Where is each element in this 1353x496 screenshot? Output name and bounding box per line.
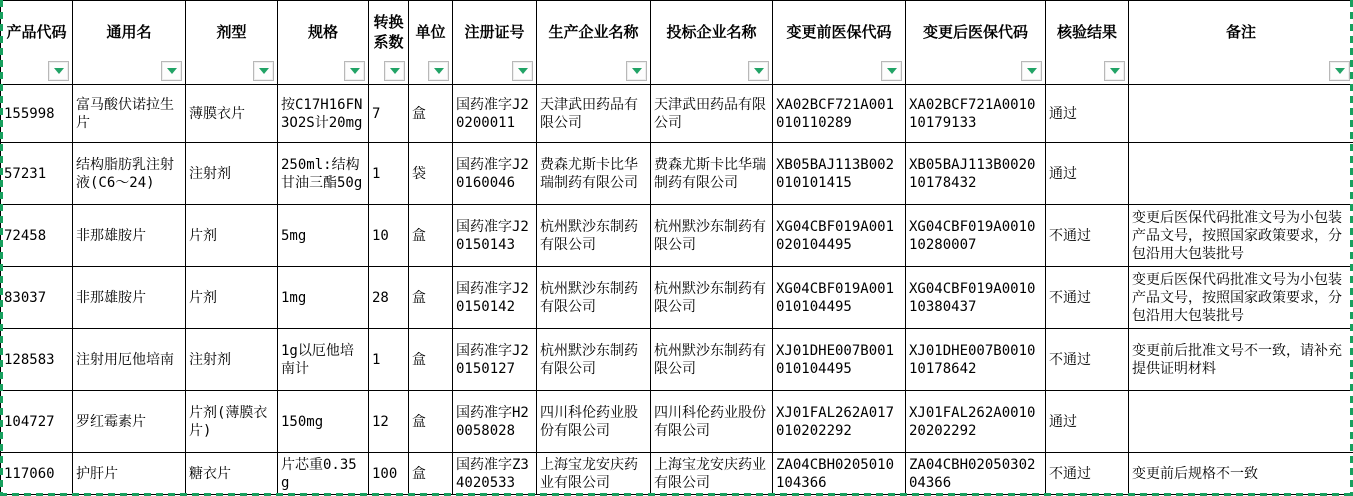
cell-unit[interactable]: 盒 <box>409 453 453 495</box>
filter-dropdown-icon <box>1110 68 1120 74</box>
cell-generic-name[interactable]: 护肝片 <box>73 453 186 495</box>
cell-registration-no[interactable]: 国药准字J20200011 <box>453 85 537 143</box>
filter-button[interactable] <box>881 61 902 81</box>
cell-dosage-form[interactable]: 糖衣片 <box>186 453 278 495</box>
cell-insurance-code-after[interactable]: XA02BCF721A001010179133 <box>906 85 1046 143</box>
filter-dropdown-icon <box>350 68 360 74</box>
cell-manufacturer-name[interactable]: 杭州默沙东制药有限公司 <box>537 205 651 267</box>
column-header-label: 变更前医保代码 <box>786 23 892 41</box>
cell-product-code[interactable]: 104727 <box>1 391 73 453</box>
cell-manufacturer-name[interactable]: 费森尤斯卡比华瑞制药有限公司 <box>537 143 651 205</box>
cell-bidder-name[interactable]: 费森尤斯卡比华瑞制药有限公司 <box>651 143 773 205</box>
cell-remark[interactable] <box>1129 391 1353 453</box>
cell-remark[interactable] <box>1129 85 1353 143</box>
column-header-label: 产品代码 <box>6 23 67 41</box>
cell-spec[interactable]: 1g以厄他培南计 <box>278 329 369 391</box>
cell-product-code[interactable]: 155998 <box>1 85 73 143</box>
cell-bidder-name[interactable]: 杭州默沙东制药有限公司 <box>651 329 773 391</box>
filter-button[interactable] <box>1104 61 1125 81</box>
cell-unit[interactable]: 盒 <box>409 391 453 453</box>
column-header-remark[interactable] <box>1129 1 1353 85</box>
column-header-label: 备注 <box>1225 23 1256 41</box>
filter-dropdown-icon <box>54 68 64 74</box>
column-header-unit[interactable] <box>409 1 453 85</box>
cell-generic-name[interactable]: 非那雄胺片 <box>73 267 186 329</box>
header-row <box>1 1 1353 85</box>
filter-button[interactable] <box>428 61 449 81</box>
filter-button[interactable] <box>48 61 69 81</box>
cell-generic-name[interactable]: 结构脂肪乳注射液(C6～24) <box>73 143 186 205</box>
cell-generic-name[interactable]: 非那雄胺片 <box>73 205 186 267</box>
cell-verify-result[interactable]: 不通过 <box>1046 267 1129 329</box>
cell-conversion-factor[interactable]: 1 <box>369 143 409 205</box>
cell-remark[interactable]: 变更前后规格不一致 <box>1129 453 1353 495</box>
cell-dosage-form[interactable]: 片剂 <box>186 205 278 267</box>
cell-unit[interactable]: 盒 <box>409 267 453 329</box>
cell-registration-no[interactable]: 国药准字J20160046 <box>453 143 537 205</box>
filter-button[interactable] <box>512 61 533 81</box>
cell-bidder-name[interactable]: 四川科伦药业股份有限公司 <box>651 391 773 453</box>
cell-verify-result[interactable]: 通过 <box>1046 391 1129 453</box>
column-header-generic-name[interactable] <box>73 1 186 85</box>
table-row <box>1 267 1353 329</box>
cell-verify-result[interactable]: 不通过 <box>1046 329 1129 391</box>
column-header-dosage-form[interactable] <box>186 1 278 85</box>
cell-registration-no[interactable]: 国药准字Z34020533 <box>453 453 537 495</box>
cell-manufacturer-name[interactable]: 杭州默沙东制药有限公司 <box>537 329 651 391</box>
column-header-conversion-factor[interactable] <box>369 1 409 85</box>
cell-dosage-form[interactable]: 注射剂 <box>186 143 278 205</box>
table-row <box>1 453 1353 495</box>
cell-remark[interactable]: 变更后医保代码批准文号为小包装产品文号，按照国家政策要求，分包沿用大包装批号 <box>1129 205 1353 267</box>
filter-button[interactable] <box>384 61 405 81</box>
cell-spec[interactable]: 按C17H16FN3O2S计20mg <box>278 85 369 143</box>
cell-insurance-code-before[interactable]: XG04CBF019A001010104495 <box>773 267 906 329</box>
cell-insurance-code-before[interactable]: XJ01DHE007B001010104495 <box>773 329 906 391</box>
filter-dropdown-icon <box>434 68 444 74</box>
column-header-label: 剂型 <box>216 23 247 41</box>
column-header-bidder-name[interactable] <box>651 1 773 85</box>
cell-manufacturer-name[interactable]: 上海宝龙安庆药业有限公司 <box>537 453 651 495</box>
filter-dropdown-icon <box>518 68 528 74</box>
cell-insurance-code-before[interactable]: XA02BCF721A001010110289 <box>773 85 906 143</box>
filter-dropdown-icon <box>1027 68 1037 74</box>
filter-dropdown-icon <box>632 68 642 74</box>
cell-unit[interactable]: 盒 <box>409 85 453 143</box>
filter-button[interactable] <box>748 61 769 81</box>
cell-remark[interactable]: 变更后医保代码批准文号为小包装产品文号，按照国家政策要求，分包沿用大包装批号 <box>1129 267 1353 329</box>
column-header-label: 规格 <box>307 23 338 41</box>
cell-product-code[interactable]: 117060 <box>1 453 73 495</box>
filter-dropdown-icon <box>887 68 897 74</box>
cell-verify-result[interactable]: 通过 <box>1046 85 1129 143</box>
cell-generic-name[interactable]: 罗红霉素片 <box>73 391 186 453</box>
cell-spec[interactable]: 150mg <box>278 391 369 453</box>
cell-insurance-code-before[interactable]: XG04CBF019A001020104495 <box>773 205 906 267</box>
cell-insurance-code-before[interactable]: XB05BAJ113B002010101415 <box>773 143 906 205</box>
cell-manufacturer-name[interactable]: 四川科伦药业股份有限公司 <box>537 391 651 453</box>
cell-registration-no[interactable]: 国药准字J20150142 <box>453 267 537 329</box>
cell-insurance-code-before[interactable]: XJ01FAL262A017010202292 <box>773 391 906 453</box>
cell-conversion-factor[interactable]: 10 <box>369 205 409 267</box>
column-header-insurance-code-after[interactable] <box>906 1 1046 85</box>
cell-bidder-name[interactable]: 天津武田药品有限公司 <box>651 85 773 143</box>
table-row <box>1 205 1353 267</box>
cell-insurance-code-after[interactable]: XJ01FAL262A001020202292 <box>906 391 1046 453</box>
cell-dosage-form[interactable]: 片剂(薄膜衣片) <box>186 391 278 453</box>
cell-unit[interactable]: 盒 <box>409 205 453 267</box>
cell-conversion-factor[interactable]: 12 <box>369 391 409 453</box>
cell-remark[interactable] <box>1129 143 1353 205</box>
cell-unit[interactable]: 袋 <box>409 143 453 205</box>
cell-conversion-factor[interactable]: 7 <box>369 85 409 143</box>
table-body <box>1 85 1353 495</box>
cell-generic-name[interactable]: 富马酸伏诺拉生片 <box>73 85 186 143</box>
column-header-insurance-code-before[interactable] <box>773 1 906 85</box>
cell-insurance-code-after[interactable]: XJ01DHE007B001010178642 <box>906 329 1046 391</box>
cell-insurance-code-before[interactable]: ZA04CBH0205010104366 <box>773 453 906 495</box>
cell-insurance-code-after[interactable]: XG04CBF019A001010380437 <box>906 267 1046 329</box>
filter-dropdown-icon <box>754 68 764 74</box>
cell-verify-result[interactable]: 不通过 <box>1046 453 1129 495</box>
cell-unit[interactable]: 盒 <box>409 329 453 391</box>
column-header-label: 生产企业名称 <box>548 23 639 41</box>
cell-verify-result[interactable]: 通过 <box>1046 143 1129 205</box>
filter-button[interactable] <box>161 61 182 81</box>
cell-product-code[interactable]: 83037 <box>1 267 73 329</box>
cell-bidder-name[interactable]: 上海宝龙安庆药业有限公司 <box>651 453 773 495</box>
cell-conversion-factor[interactable]: 1 <box>369 329 409 391</box>
filter-button[interactable] <box>253 61 274 81</box>
cell-insurance-code-after[interactable]: XG04CBF019A001010280007 <box>906 205 1046 267</box>
filter-button[interactable] <box>626 61 647 81</box>
filter-dropdown-icon <box>390 68 400 74</box>
cell-verify-result[interactable]: 不通过 <box>1046 205 1129 267</box>
table-row <box>1 391 1353 453</box>
filter-button[interactable] <box>1021 61 1042 81</box>
cell-spec[interactable]: 5mg <box>278 205 369 267</box>
cell-spec[interactable]: 片芯重0.35g <box>278 453 369 495</box>
column-header-label: 变更后医保代码 <box>922 23 1028 41</box>
cell-remark[interactable]: 变更前后批准文号不一致，请补充提供证明材料 <box>1129 329 1353 391</box>
column-header-label: 注册证号 <box>464 23 525 41</box>
cell-insurance-code-after[interactable]: XB05BAJ113B002010178432 <box>906 143 1046 205</box>
cell-conversion-factor[interactable]: 28 <box>369 267 409 329</box>
filter-dropdown-icon <box>1335 68 1345 74</box>
column-header-label: 投标企业名称 <box>666 23 757 41</box>
filter-dropdown-icon <box>167 68 177 74</box>
filter-button[interactable] <box>1329 61 1350 81</box>
cell-product-code[interactable]: 72458 <box>1 205 73 267</box>
cell-spec[interactable]: 250ml:结构甘油三酯50g <box>278 143 369 205</box>
column-header-verify-result[interactable] <box>1046 1 1129 85</box>
cell-spec[interactable]: 1mg <box>278 267 369 329</box>
table-row <box>1 329 1353 391</box>
cell-product-code[interactable]: 57231 <box>1 143 73 205</box>
cell-insurance-code-after[interactable]: ZA04CBH0205030204366 <box>906 453 1046 495</box>
filter-button[interactable] <box>344 61 365 81</box>
cell-dosage-form[interactable]: 薄膜衣片 <box>186 85 278 143</box>
cell-registration-no[interactable]: 国药准字J20150127 <box>453 329 537 391</box>
cell-generic-name[interactable]: 注射用厄他培南 <box>73 329 186 391</box>
cell-registration-no[interactable]: 国药准字J20150143 <box>453 205 537 267</box>
table-row <box>1 143 1353 205</box>
cell-manufacturer-name[interactable]: 天津武田药品有限公司 <box>537 85 651 143</box>
column-header-label: 单位 <box>415 23 446 41</box>
table-row <box>1 85 1353 143</box>
cell-bidder-name[interactable]: 杭州默沙东制药有限公司 <box>651 267 773 329</box>
column-header-label: 核验结果 <box>1056 23 1117 41</box>
cell-registration-no[interactable]: 国药准字H20058028 <box>453 391 537 453</box>
column-header-label: 通用名 <box>106 23 152 41</box>
column-header-manufacturer-name[interactable] <box>537 1 651 85</box>
cell-bidder-name[interactable]: 杭州默沙东制药有限公司 <box>651 205 773 267</box>
cell-manufacturer-name[interactable]: 杭州默沙东制药有限公司 <box>537 267 651 329</box>
cell-dosage-form[interactable]: 片剂 <box>186 267 278 329</box>
cell-dosage-form[interactable]: 注射剂 <box>186 329 278 391</box>
column-header-product-code[interactable] <box>1 1 73 85</box>
cell-conversion-factor[interactable]: 100 <box>369 453 409 495</box>
column-header-registration-no[interactable] <box>453 1 537 85</box>
column-header-label: 转换系数 <box>373 13 404 51</box>
column-header-spec[interactable] <box>278 1 369 85</box>
filter-dropdown-icon <box>259 68 269 74</box>
cell-product-code[interactable]: 128583 <box>1 329 73 391</box>
